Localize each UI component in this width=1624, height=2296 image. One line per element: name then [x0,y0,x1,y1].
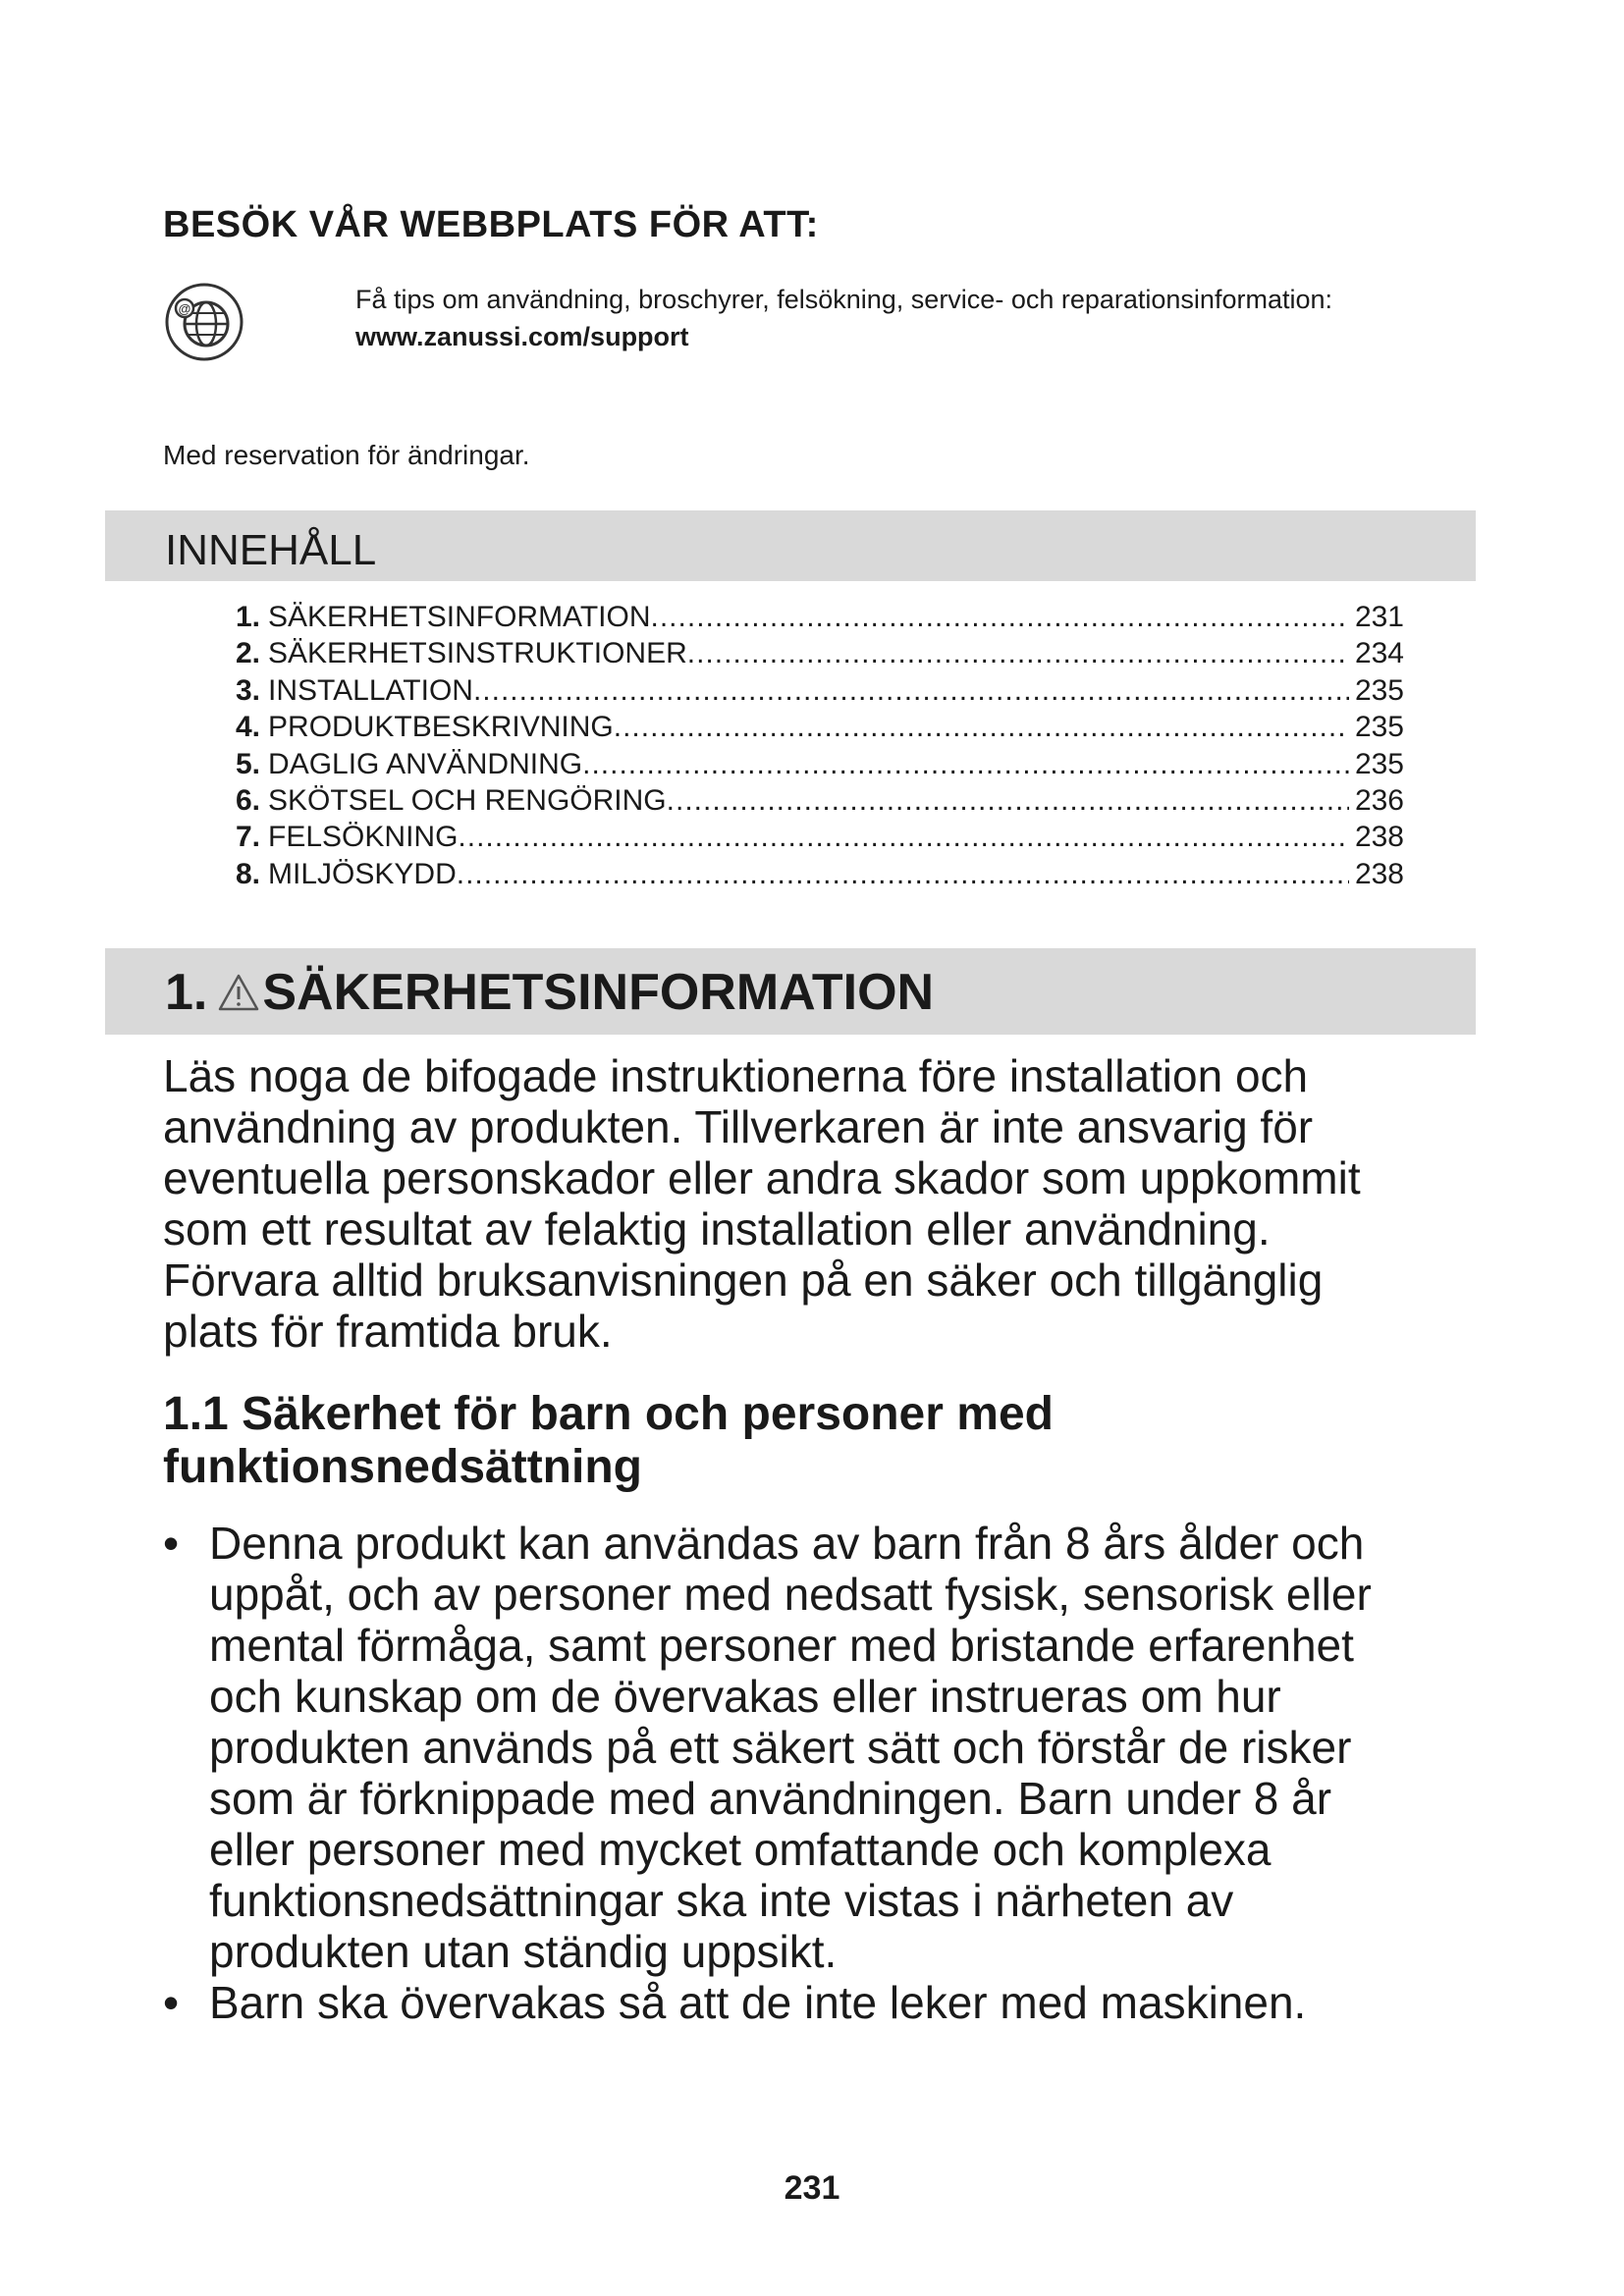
subsection-title-line: funktionsnedsättning [163,1441,642,1493]
toc-item-label: INSTALLATION [268,673,473,707]
section-title-text: SÄKERHETSINFORMATION [262,964,935,1021]
toc-item-label: DAGLIG ANVÄNDNING [268,747,583,780]
visit-description: Få tips om användning, broschyrer, felsökning, service- och reparationsinformation: [355,285,1332,314]
toc-item-number: 4. [236,711,261,744]
toc-item[interactable] [236,856,1404,892]
svg-text:@: @ [178,301,191,316]
bullet-line: produkten används på ett säkert sätt och förstår de risker [209,1722,1352,1773]
toc-item-page: 235 [1354,711,1404,744]
toc-leader-dots [687,635,1349,671]
toc-item-label: MILJÖSKYDD [268,857,457,890]
bullet-line: som är förknippade med användningen. Barn under 8 år [209,1773,1332,1824]
toc-leader-dots [582,746,1349,782]
visit-info [355,281,1332,355]
section-number: 1. [165,964,208,1021]
toc-item-number: 2. [236,637,261,670]
toc-item-page: 238 [1354,821,1404,854]
bullet-line: Denna produkt kan användas av barn från 8 års ålder och [209,1518,1365,1569]
visit-heading: BESÖK VÅR WEBBPLATS FÖR ATT: [163,204,819,245]
subsection-title-line: 1.1 Säkerhet för barn och personer med [163,1388,1054,1440]
toc-item-label: SÄKERHETSINSTRUKTIONER [268,637,687,670]
bullet-line: eller personer med mycket omfattande och komplexa [209,1824,1272,1875]
toc-item[interactable] [236,746,1404,782]
toc-item[interactable] [236,782,1404,819]
toc-item-page: 235 [1354,673,1404,707]
toc-item[interactable] [236,599,1404,635]
toc-leader-dots [458,819,1349,855]
bullet-line: mental förmåga, samt personer med bristande erfarenhet [209,1620,1354,1671]
support-url-link[interactable]: www.zanussi.com/support [355,322,689,351]
toc-item-page: 235 [1354,747,1404,780]
toc-item-number: 6. [236,783,261,817]
toc-item-page: 236 [1354,783,1404,817]
bullet-line: funktionsnedsättningar ska inte vistas i närheten av [209,1875,1234,1926]
toc-item[interactable] [236,709,1404,745]
toc-item-label: SÄKERHETSINFORMATION [268,601,651,633]
bullet-line: Barn ska övervakas så att de inte leker med maskinen. [209,1977,1307,2028]
bullet-line: produkten utan ständig uppsikt. [209,1926,838,1977]
toc-item-page: 234 [1354,637,1404,670]
safety-intro-paragraph [163,1050,1469,1357]
safety-bullet-list [163,1518,1469,2028]
intro-line: Läs noga de bifogade instruktionerna före installation och [163,1050,1309,1101]
bullet-line: uppåt, och av personer med nedsatt fysisk, sensorisk eller [209,1569,1372,1620]
contents-title: INNEHÅLL [165,526,377,574]
bullet-item [163,1518,1469,1977]
toc-leader-dots [614,709,1349,745]
toc-item-page: 238 [1354,857,1404,890]
toc-item-number: 7. [236,821,261,854]
bullet-item [163,1977,1469,2028]
table-of-contents [236,599,1404,892]
intro-line: eventuella personskador eller andra skador som uppkommit [163,1152,1361,1203]
page-number: 231 [784,2169,840,2207]
toc-item-label: FELSÖKNING [268,821,459,854]
intro-line: som ett resultat av felaktig installation eller användning. [163,1203,1271,1255]
toc-item-number: 5. [236,747,261,780]
bullet-marker: • [163,1518,180,1569]
toc-leader-dots [457,856,1349,892]
toc-item[interactable] [236,635,1404,671]
warning-triangle-icon [217,973,260,1012]
toc-item-page: 231 [1354,601,1404,633]
toc-item[interactable] [236,819,1404,855]
toc-item-label: SKÖTSEL OCH RENGÖRING [268,783,667,817]
toc-item-number: 3. [236,673,261,707]
toc-leader-dots [667,782,1349,819]
bullet-marker: • [163,1977,180,2028]
toc-leader-dots [473,672,1349,709]
section-title [165,964,934,1021]
subsection-title [163,1388,1439,1494]
toc-item-number: 1. [236,601,261,633]
intro-line: användning av produkten. Tillverkaren är inte ansvarig för [163,1101,1314,1152]
intro-line: Förvara alltid bruksanvisningen på en säker och tillgänglig [163,1255,1324,1306]
toc-item[interactable] [236,672,1404,709]
bullet-line: och kunskap om de övervakas eller instrueras om hur [209,1671,1281,1722]
toc-item-label: PRODUKTBESKRIVNING [268,711,614,744]
reservation-note: Med reservation för ändringar. [163,440,530,470]
intro-line: plats för framtida bruk. [163,1306,613,1357]
toc-leader-dots [651,599,1349,635]
toc-item-number: 8. [236,857,261,890]
globe-support-icon [163,281,245,363]
